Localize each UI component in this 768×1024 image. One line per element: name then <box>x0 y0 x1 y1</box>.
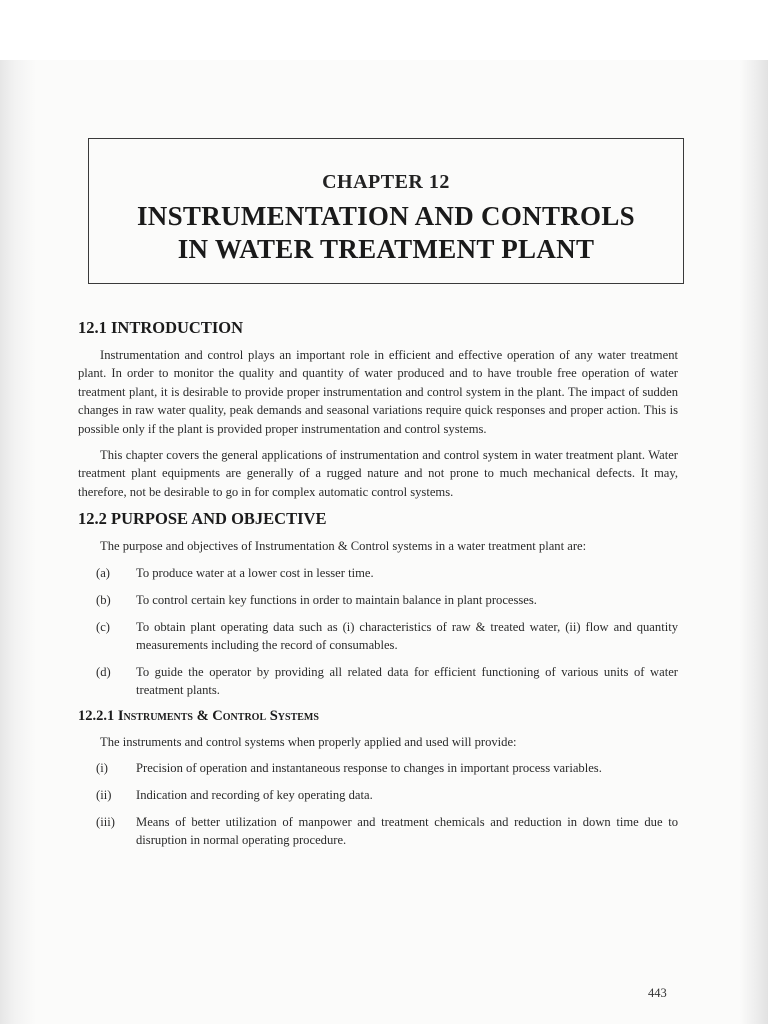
section-introduction <box>78 318 678 501</box>
list-marker: (ii) <box>96 788 112 803</box>
paragraph: The instruments and control systems when properly applied and used will provide: <box>100 734 517 749</box>
objectives-list <box>78 564 678 699</box>
list-text: Precision of operation and instantaneous response to changes in important process variables. <box>136 761 602 776</box>
list-marker: (d) <box>96 664 111 679</box>
scan-top-margin <box>0 0 768 60</box>
list-marker: (b) <box>96 592 111 607</box>
paragraph: Instrumentation and control plays an important role in efficient and effective operation of any water treatment plant. In order to monitor the quality and quantity of water produced and to have trouble free operation of water treatment plant, it is desirable to provide proper instrumentation and control system in the plant. The impact of sudden changes in raw water quality, peak demands and seasonal variations require quick responses and proper action. This is possible only if the plant is provided proper instrumentation and control systems. <box>78 348 678 436</box>
list-text: To produce water at a lower cost in lesser time. <box>136 565 374 580</box>
list-item <box>78 786 678 804</box>
benefits-list <box>78 759 678 849</box>
scan-left-edge <box>0 60 36 1024</box>
list-item <box>78 663 678 699</box>
section-heading: 12.2 PURPOSE AND OBJECTIVE <box>78 509 327 529</box>
chapter-title-line-2: IN WATER TREATMENT PLANT <box>177 234 595 264</box>
list-marker: (i) <box>96 761 108 776</box>
list-item <box>78 564 678 582</box>
chapter-title-line-1: INSTRUMENTATION AND CONTROLS <box>137 201 635 231</box>
scan-right-edge <box>740 60 768 1024</box>
list-text: Means of better utilization of manpower and treatment chemicals and reduction in down time due to disruption in normal operating procedure. <box>136 815 678 848</box>
chapter-label: CHAPTER 12 <box>322 171 450 193</box>
list-item <box>78 591 678 609</box>
paragraph: This chapter covers the general applications of instrumentation and control system in water treatment plant. Water treatment plant equipments are generally of a rugged nature and not prone to much mechanical defects. It may, therefore, not be desirable to go in for complex automatic control systems. <box>78 448 678 499</box>
list-marker: (iii) <box>96 815 115 830</box>
list-item <box>78 618 678 654</box>
list-text: Indication and recording of key operating data. <box>136 788 373 803</box>
list-marker: (c) <box>96 619 110 634</box>
list-item <box>78 759 678 777</box>
section-instruments-control-systems <box>78 708 678 849</box>
list-marker: (a) <box>96 565 110 580</box>
paragraph: The purpose and objectives of Instrumentation & Control systems in a water treatment plant are: <box>100 539 587 554</box>
subsection-heading: 12.2.1 Instruments & Control Systems <box>78 707 319 724</box>
list-text: To obtain plant operating data such as (i) characteristics of raw & treated water, (ii) flow and quantity measurements including the record of consumables. <box>136 619 678 652</box>
list-text: To control certain key functions in order to maintain balance in plant processes. <box>136 592 537 607</box>
chapter-title <box>89 200 683 266</box>
list-item <box>78 813 678 849</box>
chapter-content <box>78 318 678 858</box>
list-text: To guide the operator by providing all related data for efficient functioning of various units of water treatment plants. <box>136 664 678 697</box>
page-number: 443 <box>648 986 667 1000</box>
section-purpose <box>78 509 678 698</box>
section-heading: 12.1 INTRODUCTION <box>78 318 244 337</box>
chapter-title-box <box>88 138 684 284</box>
